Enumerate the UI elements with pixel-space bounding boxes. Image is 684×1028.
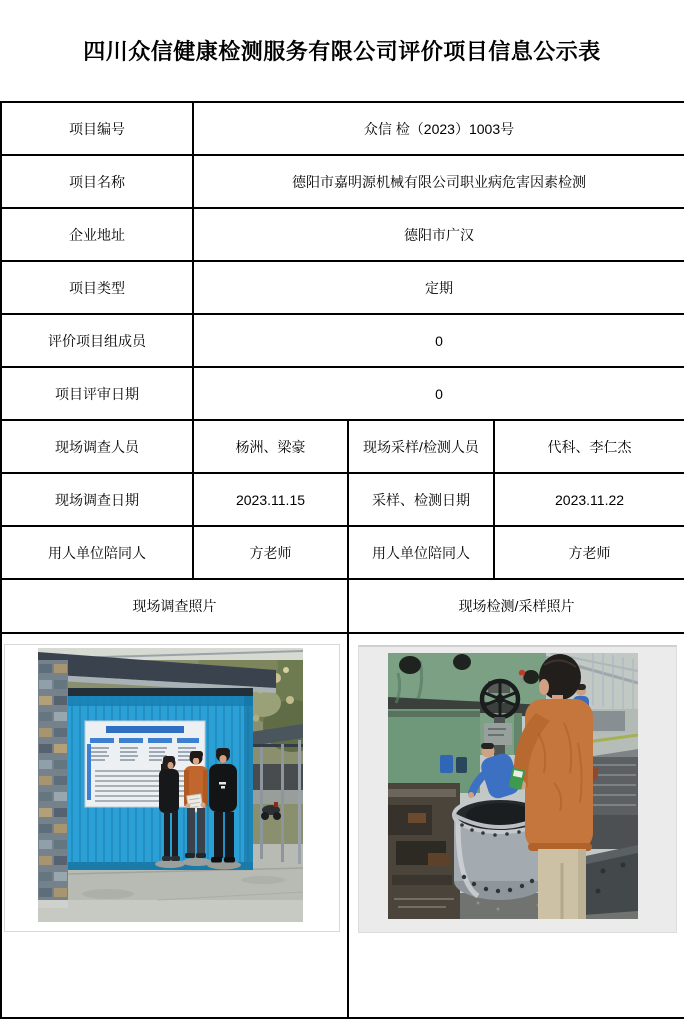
row-value: 杨洲、梁豪 (193, 420, 348, 473)
photo-header-left: 现场调查照片 (1, 579, 348, 633)
table-row (1, 314, 684, 367)
row-label: 现场调查日期 (1, 473, 193, 526)
row-label: 采样、检测日期 (348, 473, 494, 526)
row-value: 代科、李仁杰 (494, 420, 684, 473)
row-value: 定期 (193, 261, 684, 314)
photo-header-row (1, 579, 684, 633)
row-label: 企业地址 (1, 208, 193, 261)
table-row (1, 473, 684, 526)
row-value: 德阳市嘉明源机械有限公司职业病危害因素检测 (193, 155, 684, 208)
photo-cell-right (348, 633, 684, 1018)
row-label: 项目评审日期 (1, 367, 193, 420)
table-row (1, 367, 684, 420)
row-value: 0 (193, 314, 684, 367)
sampling-photo-image (388, 653, 638, 919)
site-survey-photo-image (38, 648, 303, 922)
table-row (1, 526, 684, 579)
row-value: 德阳市广汉 (193, 208, 684, 261)
row-label: 项目名称 (1, 155, 193, 208)
photo-header-right: 现场检测/采样照片 (348, 579, 684, 633)
row-label: 现场采样/检测人员 (348, 420, 494, 473)
photo-frame-right (358, 645, 677, 933)
site-survey-photo (38, 648, 303, 922)
row-value: 0 (193, 367, 684, 420)
table-row (1, 420, 684, 473)
table-row (1, 102, 684, 155)
project-info-table (0, 101, 684, 1019)
row-label: 评价项目组成员 (1, 314, 193, 367)
row-value: 众信 检（2023）1003号 (193, 102, 684, 155)
table-row (1, 208, 684, 261)
row-value: 方老师 (193, 526, 348, 579)
photo-row (1, 633, 684, 1018)
row-label: 用人单位陪同人 (348, 526, 494, 579)
table-row (1, 155, 684, 208)
row-value: 2023.11.22 (494, 473, 684, 526)
photo-cell-left (1, 633, 348, 1018)
row-value: 2023.11.15 (193, 473, 348, 526)
row-label: 现场调查人员 (1, 420, 193, 473)
table-row (1, 261, 684, 314)
row-label: 项目类型 (1, 261, 193, 314)
photo-frame-left (4, 644, 340, 932)
sampling-photo (388, 653, 638, 919)
row-label: 项目编号 (1, 102, 193, 155)
page-title: 四川众信健康检测服务有限公司评价项目信息公示表 (83, 39, 601, 64)
row-value: 方老师 (494, 526, 684, 579)
row-label: 用人单位陪同人 (1, 526, 193, 579)
